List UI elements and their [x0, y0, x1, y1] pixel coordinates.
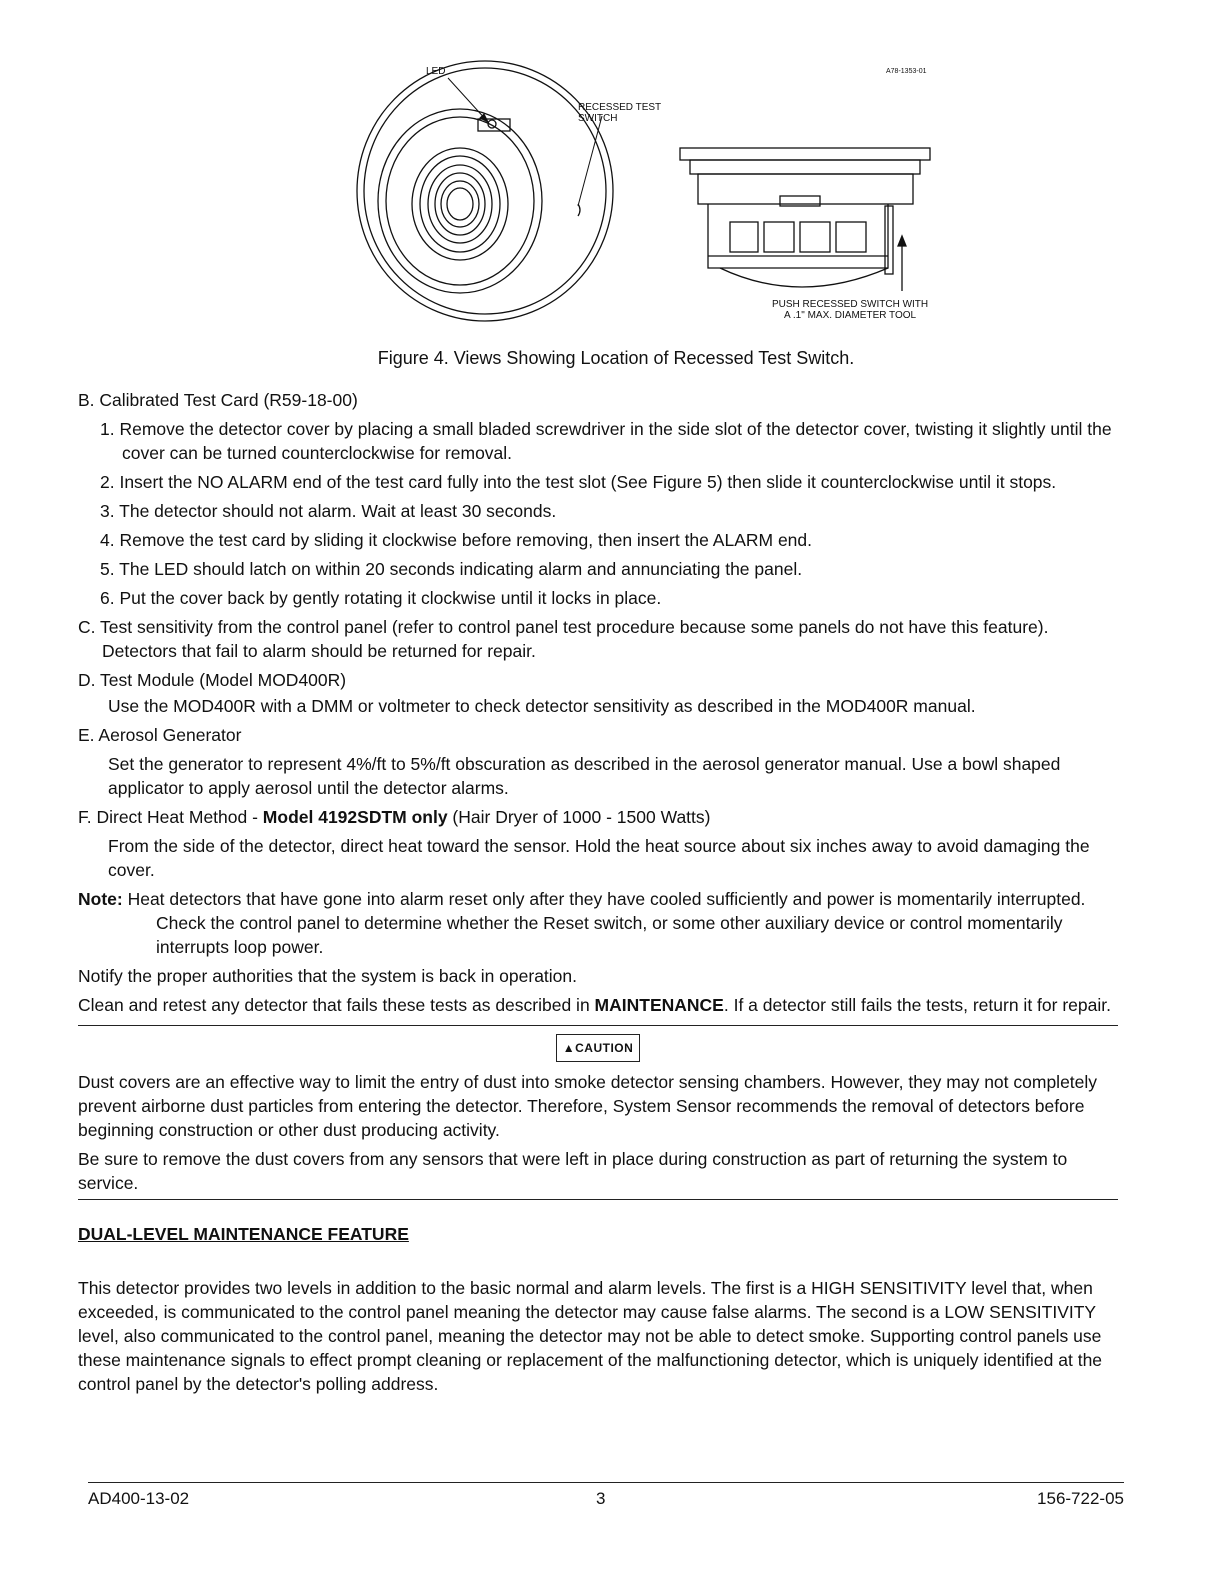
caution-paragraph-1: Dust covers are an effective way to limit the entry of dust into smoke detector sensing chambers. However, they may not completely prevent airborne dust particles from entering the detector. Therefore, System Sensor recommends the removal of detectors before beginning construction or other dust producing activity. [78, 1072, 1098, 1140]
section-f-model: Model 4192SDTM only [262, 807, 448, 827]
notify-text: Notify the proper authorities that the system is back in operation. [78, 966, 578, 986]
caution-label: ▲CAUTION [556, 1034, 641, 1062]
step-6: 6. Put the cover back by gently rotating it clockwise until it locks in place. [100, 588, 662, 608]
section-f-text: From the side of the detector, direct heat toward the sensor. Hold the heat source about six inches away to avoid damaging the cover. [108, 836, 1090, 880]
section-c: C. Test sensitivity from the control panel (refer to control panel test procedure because some panels do not have this feature). Detectors that fail to alarm should be returned for repair. [78, 617, 1049, 661]
detector-bottom-view [357, 61, 613, 321]
caution-box-wrap [78, 1034, 1118, 1062]
figure-caption: Figure 4. Views Showing Location of Recessed Test Switch. [377, 348, 855, 368]
section-d-text: Use the MOD400R with a DMM or voltmeter to check detector sensitivity as described in the MOD400R manual. [108, 696, 976, 716]
section-d-title: D. Test Module (Model MOD400R) [78, 670, 347, 690]
clean-suffix: . If a detector still fails the tests, return it for repair. [723, 995, 1111, 1015]
section-e-text: Set the generator to represent 4%/ft to 5%/ft obscuration as described in the aerosol generator manual. Use a bowl shaped applicator to apply aerosol until the detector alarms. [108, 754, 1061, 798]
recessed-switch-label: RECESSED TEST SWITCH [578, 102, 662, 124]
step-2: 2. Insert the NO ALARM end of the test card fully into the test slot (See Figure 5) then slide it counterclockwise until it stops. [100, 472, 1057, 492]
step-4: 4. Remove the test card by sliding it clockwise before removing, then insert the ALARM end. [100, 530, 813, 550]
caution-bottom-rule [78, 1199, 1118, 1200]
note-label: Note: [78, 889, 123, 909]
maintenance-heading: DUAL-LEVEL MAINTENANCE FEATURE [78, 1224, 409, 1244]
step-1: 1. Remove the detector cover by placing a small bladed screwdriver in the side slot of the detector cover, twisting it slightly until the cover can be turned counterclockwise for removal. [100, 419, 1112, 463]
page-number: 3 [596, 1489, 606, 1508]
section-b-title: B. Calibrated Test Card (R59-18-00) [78, 390, 358, 410]
figure-4 [340, 56, 980, 346]
step-5: 5. The LED should latch on within 20 seconds indicating alarm and annunciating the panel. [100, 559, 803, 579]
push-switch-label: PUSH RECESSED SWITCH WITH A .1" MAX. DIAMETER TOOL [772, 299, 929, 321]
page-footer [88, 1482, 1124, 1508]
caution-paragraph-2: Be sure to remove the dust covers from any sensors that were left in place during construction as part of returning the system to service. [78, 1149, 1068, 1193]
figure-code: A78-1353-01 [886, 68, 927, 75]
section-f-prefix: F. Direct Heat Method - [78, 807, 263, 827]
section-f-suffix: (Hair Dryer of 1000 - 1500 Watts) [447, 807, 711, 827]
caution-top-rule [78, 1025, 1118, 1026]
section-e-title: E. Aerosol Generator [78, 725, 242, 745]
maintenance-ref: MAINTENANCE [594, 995, 724, 1015]
step-3: 3. The detector should not alarm. Wait at least 30 seconds. [100, 501, 557, 521]
led-label: LED [426, 66, 446, 77]
warning-triangle-icon: ▲ [562, 1041, 576, 1055]
section-f-title [78, 805, 1118, 829]
footer-doc-id: AD400-13-02 [88, 1489, 190, 1508]
maintenance-text: This detector provides two levels in addition to the basic normal and alarm levels. The first is a HIGH SENSITIVITY level that, when exceeded, is communicated to the control panel meaning the detector may cause false alarms. The second is a LOW SENSITIVITY level, also communicated to the control panel, meaning the detector may not be able to detect smoke. Supporting control panels use these maintenance signals to effect prompt cleaning or replacement of the malfunctioning detector, which is uniquely identified at the control panel by the detector's polling address. [78, 1278, 1103, 1394]
note [78, 887, 1118, 959]
footer-part-number: 156-722-05 [1037, 1489, 1124, 1508]
detector-side-view [680, 148, 930, 291]
document-body [78, 388, 1118, 1401]
clean-prefix: Clean and retest any detector that fails these tests as described in [78, 995, 595, 1015]
note-text: Heat detectors that have gone into alarm reset only after they have cooled sufficiently and power is momentarily interrupted. Check the control panel to determine whether the Reset switch, or some other auxiliary device or control momentarily interrupts loop power. [122, 889, 1086, 957]
clean-text [78, 993, 1118, 1017]
